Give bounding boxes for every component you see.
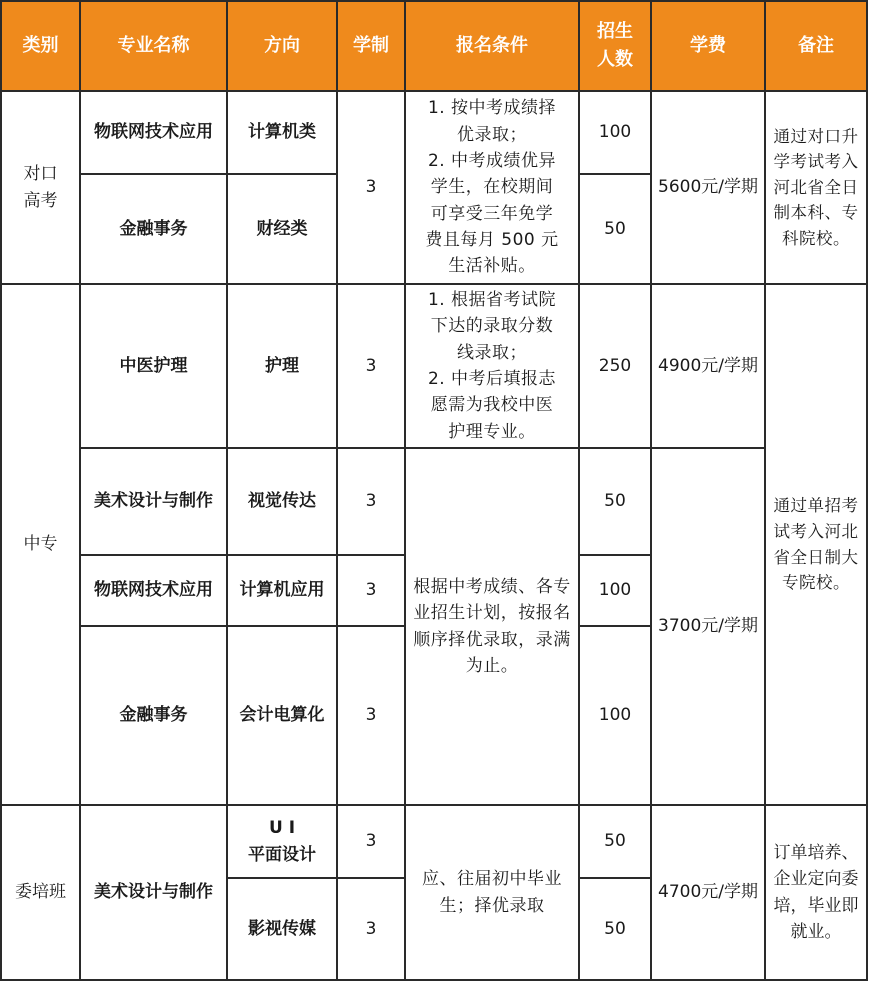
header-conditions: 报名条件 [405, 1, 579, 91]
enrollment-cell: 50 [579, 448, 651, 555]
conditions-cell: 1. 根据省考试院 下达的录取分数 线录取； 2. 中考后填报志 愿需为我校中医 护理专业。 [405, 284, 579, 448]
direction-cell: 护理 [227, 284, 337, 448]
direction-cell: 计算机类 [227, 91, 337, 174]
header-direction: 方向 [227, 1, 337, 91]
header-fee: 学费 [651, 1, 765, 91]
major-cell: 金融事务 [80, 174, 227, 284]
duration-cell: 3 [337, 284, 405, 448]
duration-cell: 3 [337, 448, 405, 555]
enrollment-cell: 100 [579, 626, 651, 805]
table-row [1, 448, 867, 555]
category-cell: 中专 [1, 284, 80, 805]
header-remark: 备注 [765, 1, 867, 91]
duration-cell: 3 [337, 91, 405, 284]
fee-cell: 4700元/学期 [651, 805, 765, 980]
table-row [1, 805, 867, 878]
header-row [1, 1, 867, 91]
conditions-cell: 应、往届初中毕业 生；择优录取 [405, 805, 579, 980]
header-category: 类别 [1, 1, 80, 91]
direction-cell: 财经类 [227, 174, 337, 284]
enrollment-cell: 250 [579, 284, 651, 448]
direction-cell: 计算机应用 [227, 555, 337, 626]
direction-cell: U I 平面设计 [227, 805, 337, 878]
duration-cell: 3 [337, 805, 405, 878]
header-major: 专业名称 [80, 1, 227, 91]
category-cell: 对口 高考 [1, 91, 80, 284]
enrollment-cell: 50 [579, 174, 651, 284]
category-cell: 委培班 [1, 805, 80, 980]
enrollment-cell: 100 [579, 555, 651, 626]
header-duration: 学制 [337, 1, 405, 91]
direction-cell: 影视传媒 [227, 878, 337, 980]
duration-cell: 3 [337, 878, 405, 980]
conditions-cell: 根据中考成绩、各专 业招生计划，按报名 顺序择优录取，录满 为止。 [405, 448, 579, 805]
major-cell: 物联网技术应用 [80, 91, 227, 174]
enrollment-cell: 50 [579, 878, 651, 980]
duration-cell: 3 [337, 555, 405, 626]
enrollment-cell: 50 [579, 805, 651, 878]
table-row [1, 91, 867, 174]
direction-cell: 视觉传达 [227, 448, 337, 555]
remark-cell: 通过对口升 学考试考入 河北省全日 制本科、专 科院校。 [765, 91, 867, 284]
fee-cell: 5600元/学期 [651, 91, 765, 284]
major-cell: 美术设计与制作 [80, 805, 227, 980]
major-cell: 美术设计与制作 [80, 448, 227, 555]
header-enrollment: 招生 人数 [579, 1, 651, 91]
major-cell: 物联网技术应用 [80, 555, 227, 626]
conditions-cell: 1. 按中考成绩择 优录取； 2. 中考成绩优异 学生，在校期间 可享受三年免学 费且每月 500 元 生活补贴。 [405, 91, 579, 284]
fee-cell: 3700元/学期 [651, 448, 765, 805]
remark-cell: 通过单招考 试考入河北 省全日制大 专院校。 [765, 284, 867, 805]
duration-cell: 3 [337, 626, 405, 805]
table-row [1, 284, 867, 448]
enrollment-cell: 100 [579, 91, 651, 174]
remark-cell: 订单培养、 企业定向委 培，毕业即 就业。 [765, 805, 867, 980]
direction-cell: 会计电算化 [227, 626, 337, 805]
major-cell: 中医护理 [80, 284, 227, 448]
fee-cell: 4900元/学期 [651, 284, 765, 448]
major-cell: 金融事务 [80, 626, 227, 805]
